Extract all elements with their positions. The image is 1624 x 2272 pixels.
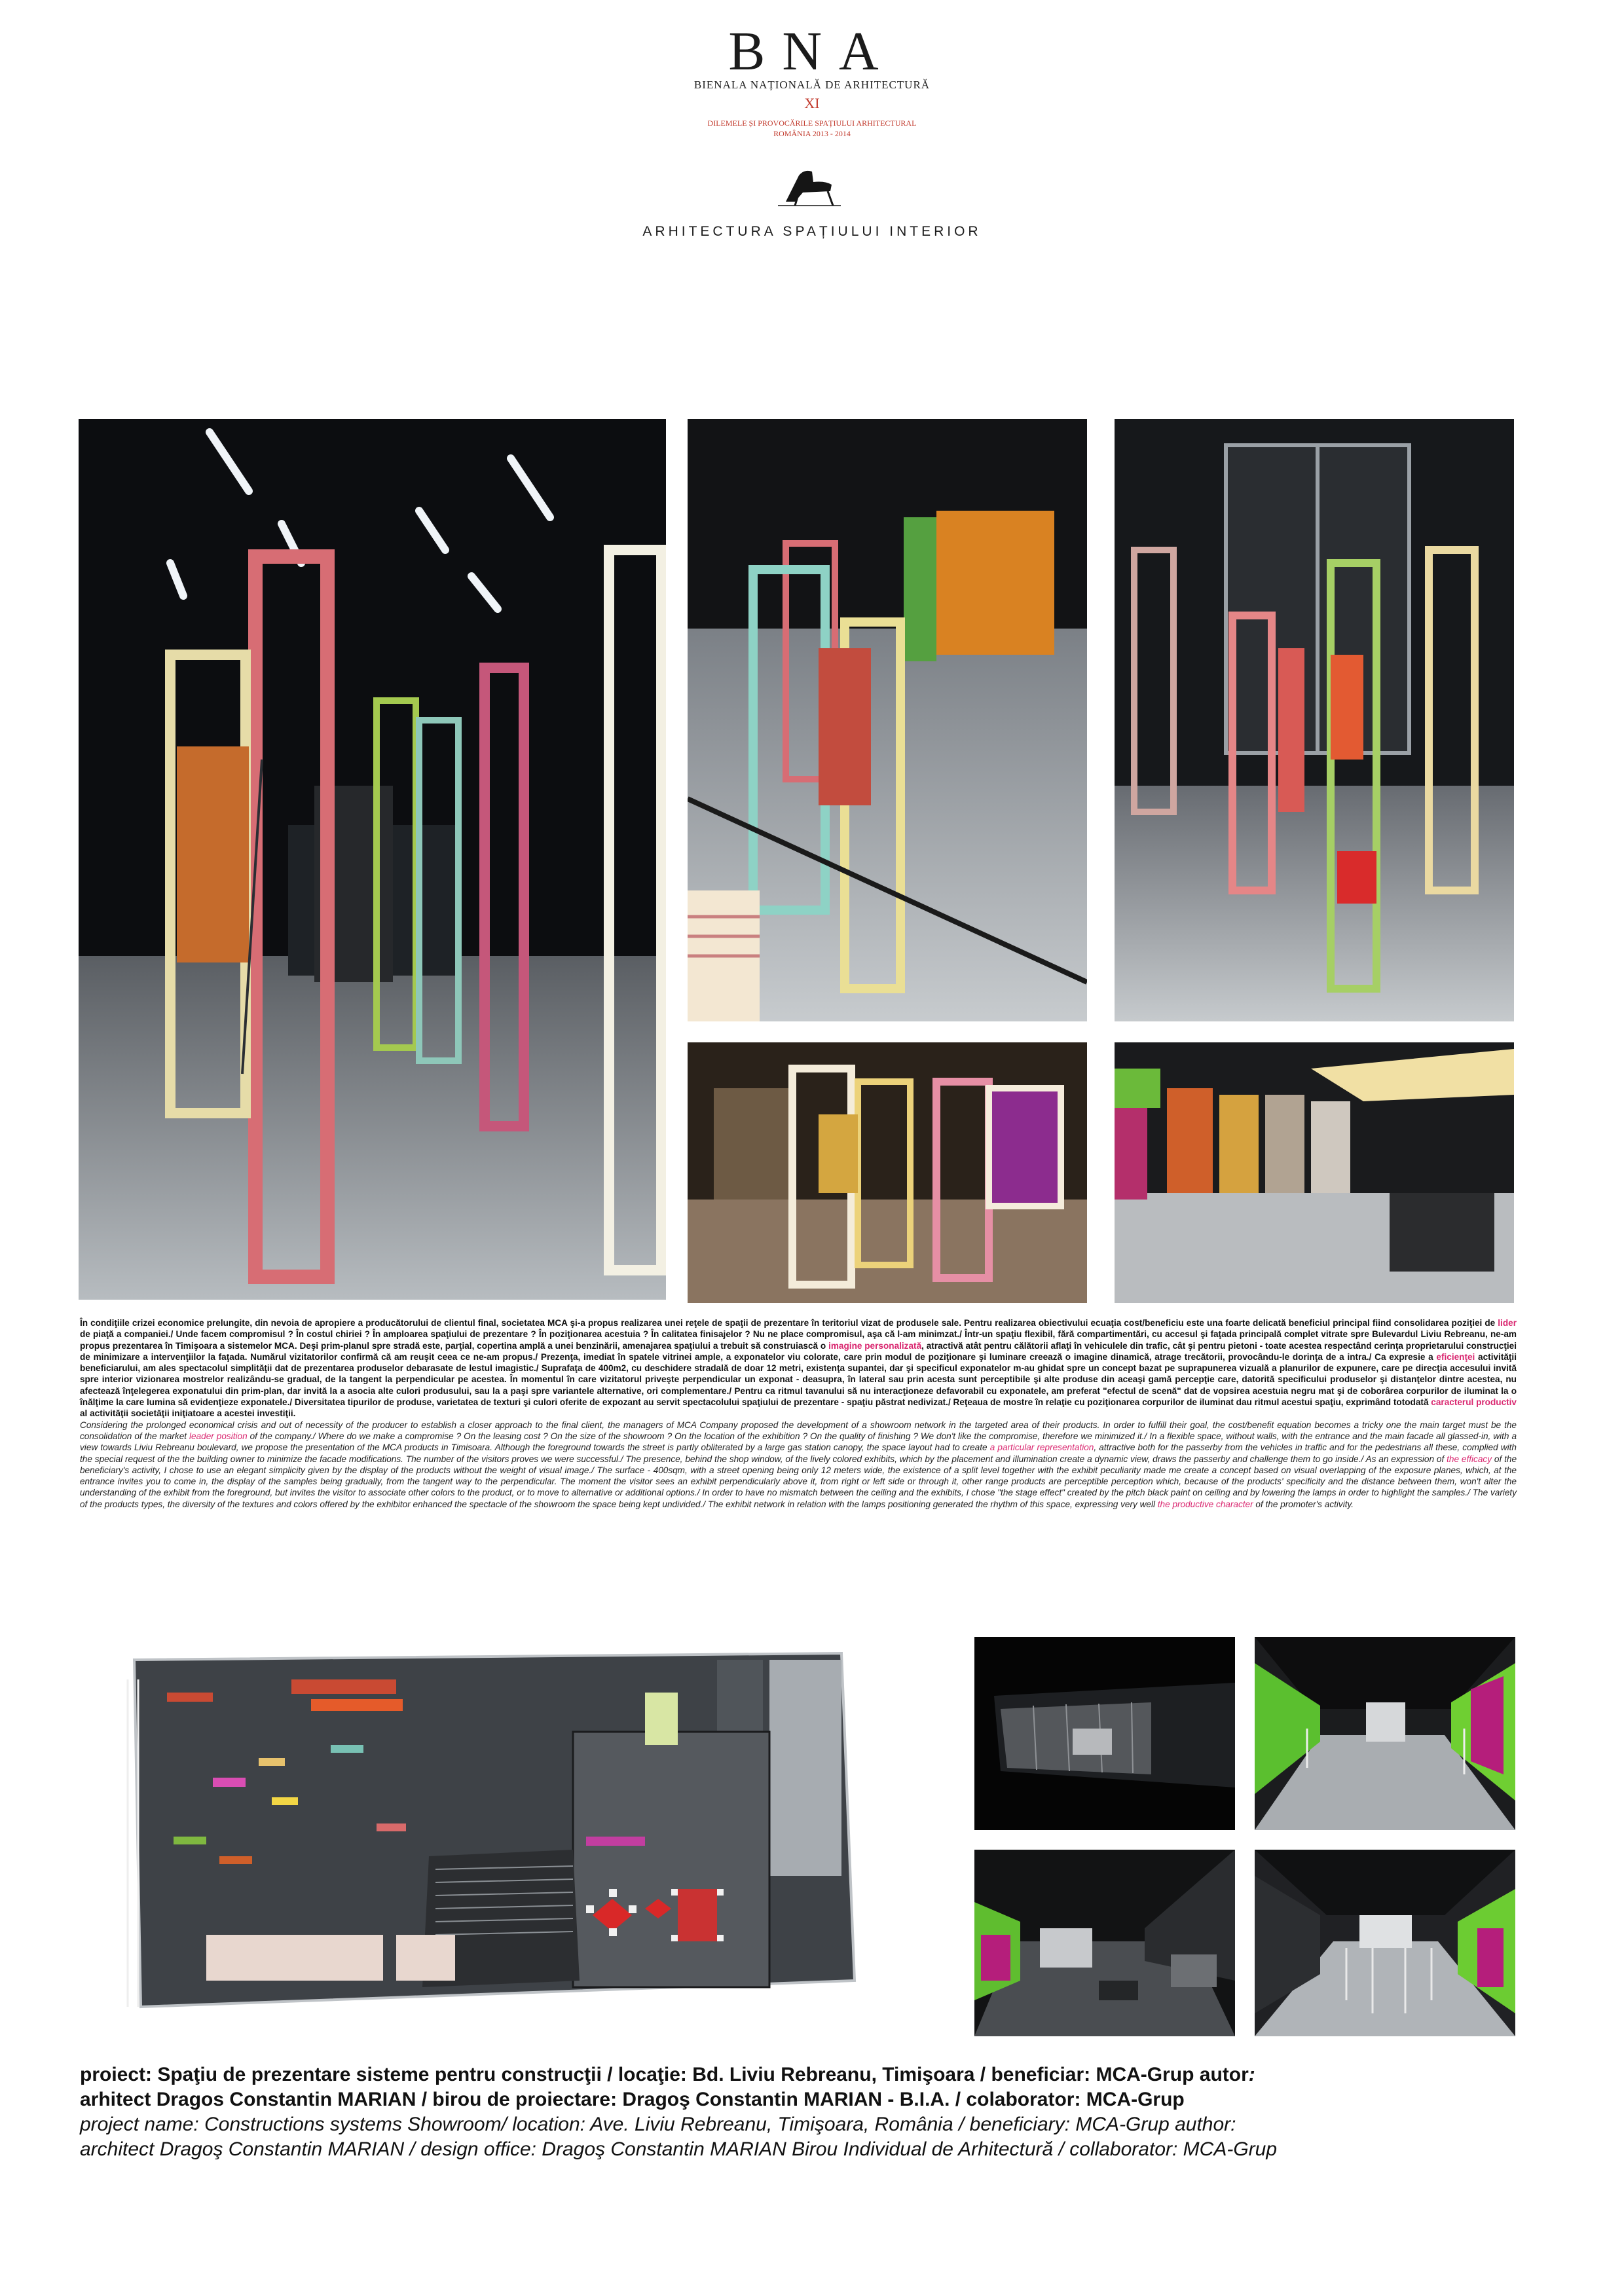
- ro-text-3: , atractivă atât pentru călătorii aflaţi în vehiculele din trafic, cât şi pentru pietoni - toate acestea respectând cerinţa proprietarului construcţiei de minimizare a intervenţiilor la faţada. Numărul vizitatorilor confirmă că am reuşit ceea ce ne-am propus./ Prezenţa, imediat în spatele vitrinei ample, a exponatelor viu colorate, care prin modul de poziţionare şi luminare creează o imagine dinamică, atrage trecătorii, provocându-le dorinţa de a intra./ Ca expresie a: [80, 1340, 1517, 1362]
- biennial-name: BIENALA NAȚIONALĂ DE ARHITECTURĂ: [693, 79, 931, 91]
- credits-en-line-2: architect Dragoş Constantin MARIAN / design office: Dragoş Constantin MARIAN Birou Individual de Arhitectură / collaborator: MCA-Grup: [80, 2138, 1278, 2160]
- ro-text-5: al activităţii societăţii iniţiatoare a acestei investiţii.: [80, 1408, 296, 1419]
- project-credits: [80, 2062, 1517, 2162]
- credits-ro-line-2: arhitect Dragos Constantin MARIAN / birou de proiectare: Dragoş Constantin MARIAN - B.I.A. / colaborator: MCA-Grup: [80, 2089, 1185, 2110]
- ro-highlight-caracter: caracterul productiv: [1431, 1397, 1517, 1408]
- poster-header: [0, 0, 1624, 262]
- bna-logo: BNA: [728, 21, 896, 82]
- theme-line-2: ROMÂNIA 2013 - 2014: [773, 129, 851, 138]
- en-highlight-representation: a particular representation: [989, 1442, 1094, 1453]
- en-text-4: of the beneficiary's activity, I chose to use an elegant simplicity given by the display of the products without the weight of visual image./ The surface - 400sqm, with a street opening being only 12 meters wide, the existence of a split level together with the exhibit peculiarity made me create a concept based on visual overlapping of the exposure planes, which, at the entrance invites you to come in, the display of the samples being gradually, from the tangent way to the perpendicular. The moment the visitor sees an exhibit perpendicularly above it, from right or left side or through it, other range products are perceptible perception which, because of the products' specificity and the distance between them, won't alter the understanding of the exhibit from the foreground, but invites the visitor to associate other colors to the product, or to move to alternative or additional options./ In order to have no mismatch between the ceiling and the exhibits, I chose "the stage effect" created by the pitch black paint on ceiling and by lowering the lamps in order to highlight the samples./ The variety of the products types, the diversity of the textures and colors offered by the exhibitor enhanced the spectacle of the showroom the space being kept undivided./ The exhibit network in relation with the lamps positioning generated the rhythm of this space, expressing very well: [80, 1454, 1517, 1509]
- en-text-3: , attractive both for the passerby from the vehicles in traffic and for the pedestrians all these, complied with the special request of the the building owner to minimize the facade modifications. The number of the visitors proves we were successful./ The presence, behind the shop window, of the lively colored exhibits, which by the placement and illumination create a dynamic view, draws the passerby and challenge them to go inside./ As an expression of: [80, 1442, 1517, 1464]
- section-category: ARHITECTURA SPAȚIULUI INTERIOR: [642, 224, 982, 239]
- credits-romanian: [80, 2062, 1517, 2112]
- showroom-photo-office-area: [1115, 1042, 1514, 1303]
- en-text-2: of the company./ Where do we make a compromise ? On the leasing cost ? On the size of the showroom ? On the location of the exhibition ? On the quality of finishing ? We don't like the compromise, therefore we minimized it./ In a flexible space, without walls, with the entrance and the main facade all glassed-in, with a view towards Liviu Rebreanu boulevard, we propose the presentation of the MCA products in Timisoara. Although the foreground towards the street is partly obliterated by a large gas station canopy, the space layout had to create: [80, 1431, 1517, 1453]
- project-description: [80, 1317, 1517, 1510]
- edition-number: XI: [804, 95, 820, 111]
- description-romanian: [80, 1317, 1517, 1420]
- showroom-photo-windows-row: [688, 1042, 1087, 1303]
- credits-en-line-1: project name: Constructions systems Showroom/ location: Ave. Liviu Rebreanu, Timişoara, România / beneficiary: MCA-Grup author:: [80, 2114, 1236, 2135]
- floor-plan-axonometric: [115, 1640, 868, 2020]
- ro-text-2: de piaţă a companiei./ Unde facem compromisul ? În costul chiriei ? În amploarea spaţiului de prezentare ? În poziţionarea acestuia ? În calitatea finisajelor ? Nu ne place compromisul, aşa că l-am minimzat./ Într-un spaţiu flexibil, fără compartimentări, cu accesul şi faţada principală complet vitrate spre Bulevardul Liviu Rebreanu, ne-am propus prezentarea în Timişoara a sistemelor MCA. Deşi prim-planul spre stradă este, parţial, copertina amplă a unei benzinării, amenajarea spaţiului a trebuit să construiască o: [80, 1329, 1517, 1351]
- credits-english: [80, 2112, 1517, 2162]
- theme-line-1: DILEMELE ȘI PROVOCĂRILE SPAȚIULUI ARHITECTURAL: [707, 119, 917, 128]
- biennial-theme: [0, 118, 1624, 139]
- showroom-photo-main: [79, 419, 666, 1300]
- credits-ro-line-1-colon: :: [1248, 2064, 1255, 2085]
- ro-text-1: În condiţiile crizei economice prelungite, din nevoia de apropiere a producătorului de clientul final, societatea MCA şi-a propus realizarea unei reţele de spaţii de prezentare în teritoriul vizat de produsele sale. Pentru realizarea obiectivului ecuaţia cost/beneficiu este una foarte delicată beneficiul principal fiind consolidarea poziţiei de: [80, 1318, 1498, 1328]
- en-text-5: of the promoter's activity.: [1253, 1499, 1354, 1509]
- credits-ro-line-1-text: proiect: Spaţiu de prezentare sisteme pentru construcţii / locaţie: Bd. Liviu Rebreanu, Timişoara / beneficiar: MCA-Grup autor: [80, 2064, 1249, 2085]
- chair-icon: [773, 162, 845, 208]
- render-interior-office: [974, 1850, 1235, 2036]
- showroom-photo-entrance: [1115, 419, 1514, 1021]
- ro-text-4: activităţii beneficiarului, am ales spectacolul simplităţii dat de prezentarea produselor debarasate de lestul imagistic./ Suprafaţa de 400m2, cu deschidere stradală de doar 12 metri, existenţa supantei, dar şi specificul exponatelor m-au ghidat spre un concept bazat pe suprapunerea vizuală a planurilor de expunere, care pe direcţia accesului invită spre interior vizionarea mostrelor realizându-se gradual, de la tangent la perpendicular pe acestea. În momentul în care vizitatorul priveşte perpendicular un exponat - deasupra, în lateral sau prin acesta sunt perceptibile şi alte produse din aceaşi gamă percepţie care, datorită specificului produselor şi distanţelor dintre acestea, nu afectează înţelegerea exponatului din prim-plan, dar invită la a asocia alte culori produsului, sau la a paşi spre variantele alternative, ori complementare./ Pentru ca ritmul tavanului să nu interacţioneze defavorabil cu exponatele, am preferat "efectul de scenă" dat de vopsirea acestuia negru mat şi de coborârea corpurilor de iluminat la o înălţime la care lumina să evidenţieze exponatele./ Diversitatea tipurilor de produse, varietatea de texturi şi culori oferite de expozant au servit spectacolului spaţiului de prezentare - spaţiu păstrat nedivizat./ Reţeaua de mostre în relaţie cu poziţionarea corpurilor de iluminat dau ritmul acestui spaţiu, exprimând totodată: [80, 1351, 1517, 1408]
- en-highlight-productive: the productive character: [1157, 1499, 1253, 1509]
- render-interior-corridor: [1255, 1850, 1515, 2036]
- render-night-facade: [974, 1637, 1235, 1830]
- ro-highlight-lider: lider: [1498, 1318, 1517, 1328]
- credits-ro-line-1: [80, 2062, 1517, 2087]
- render-interior-green-wall: [1255, 1637, 1515, 1830]
- ro-highlight-eficienta: eficienţei: [1436, 1351, 1475, 1362]
- en-highlight-leader: leader position: [189, 1431, 248, 1441]
- en-text-1: Considering the prolonged economical crisis and out of necessity of the producer to establish a closer approach to the final client, the managers of MCA Company proposed the development of a showroom network in the targeted area of their products. In order to fulfill their goal, the cost/benefit equation becomes a tricky one the main target must be the consolidation of the market: [80, 1420, 1517, 1441]
- showroom-photo-mezzanine: [688, 419, 1087, 1021]
- en-highlight-efficacy: the efficacy: [1447, 1454, 1492, 1464]
- description-english: [80, 1420, 1517, 1510]
- ro-highlight-imagine: imagine personalizată: [828, 1340, 922, 1351]
